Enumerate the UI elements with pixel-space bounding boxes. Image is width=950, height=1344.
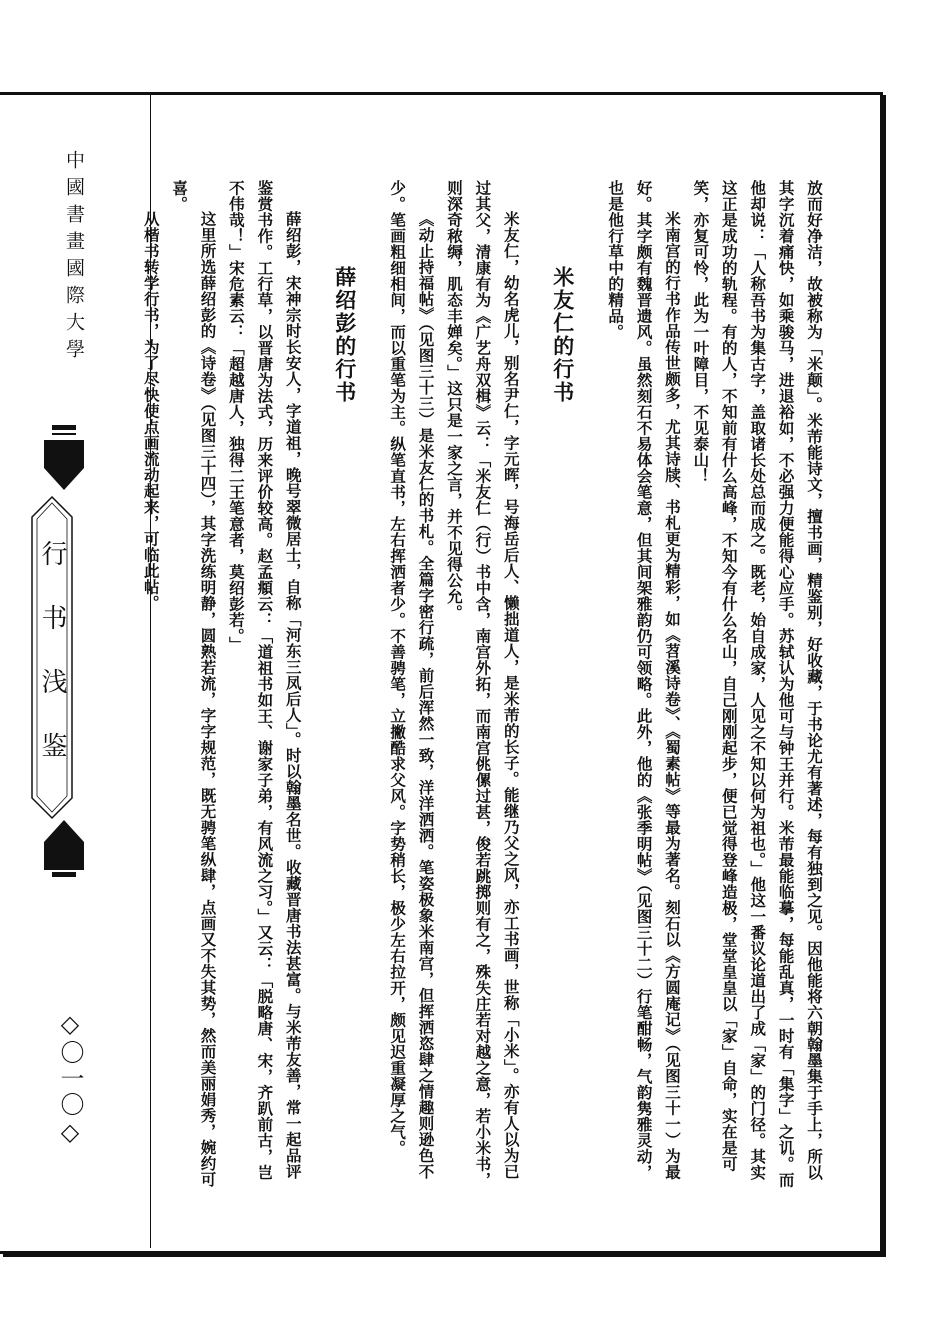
paragraph: 放而好净洁，故被称为「米颠」。米芾能诗文，擅书画，精鉴别，好收藏，于书论尤有著述，每有独到之见。因他能将六朝翰墨集于手上，所以其字沉着痛快，如乘骏马，进退裕如，不必强力便能得心应手。苏轼认为他可与钟王并行。米芾最能临摹，每能乱真，一时有「集字」之讥。而他却说：「人称吾书为集古字，盖取诸长处总而成之。既老，始自成家，人见之不知以何为祖也。」他这一番议论道出了成「家」的门径。其实这正是成功的轨程。有的人，不知前有什么高峰，不知今有什么名山，自己刚刚起步，便已觉得登峰造极，堂堂皇皇以「家」自命，实在是可笑，亦复可怜，此为一叶障目，不见泰山！ bbox=[691, 180, 823, 1188]
ornament-bar-top-thin bbox=[52, 433, 76, 435]
ornament-bar-bottom bbox=[52, 872, 76, 877]
paragraph: 这里所选薛绍彭的《诗卷》（见图三十四），其字洗练明静，圆熟若流，字字规范，既无骋笔纵肆，点画又不失其势，然而美丽娟秀，婉约可喜。 bbox=[170, 180, 217, 1188]
body-text bbox=[141, 180, 828, 1190]
section-heading: 薛绍彭的行书 bbox=[332, 266, 357, 404]
chapter-title: 行书浅鉴 bbox=[37, 540, 67, 796]
page-number: ◇〇一〇◇ bbox=[56, 1010, 84, 1148]
book-title: 中國書畫國際大學 bbox=[63, 150, 85, 366]
chevron-ornament-top-icon bbox=[24, 440, 104, 500]
ornament-bar-bottom-thin bbox=[52, 866, 76, 868]
paragraph: 《动止持福帖》（见图三十三）是米友仁的书札。全篇字密行疏，前后浑然一致，洋洋洒洒。笔姿极象米南宫，但挥洒恣肆之情趣则逊色不少。笔画粗细相间，而以重笔为主。纵笔直书，左右挥洒者少。不善骋笔，立撇酷求父风。字势稍长，极少左右拉开，颇见迟重凝厚之气。 bbox=[388, 180, 435, 1180]
paragraph: 米南宫的行书作品传世颇多，尤其诗牍、书札更为精彩，如《苕溪诗卷》、《蜀素帖》等最为著名。刻石以《方圆庵记》（见图三十一）为最好。其字颇有魏晋遗风。虽然刻石不易体会笔意，但其间架雅韵仍可领略。此外，他的《张季明帖》（见图三十二）行笔酣畅，气韵隽雅灵动，也是他行草中的精品。 bbox=[606, 180, 681, 1181]
ornament-bar-top bbox=[52, 425, 76, 430]
chevron-ornament-bottom-icon bbox=[24, 810, 104, 870]
section-heading: 米友仁的行书 bbox=[550, 266, 575, 404]
paragraph: 薛绍彭，宋神宗时长安人，字道祖，晚号翠微居士，自称「河东三凤后人」。时以翰墨名世。收藏晋唐书法甚富。与米芾友善，常一起品评鉴赏书作。工行草，以晋唐为法式，历来评价较高。赵孟頫云：「道祖书如王、谢家子弟，有风流之习。」又云：「脱略唐、宋，齐趴前古，岂不伟哉！」宋危素云：「超越唐人，独得二王笔意者，莫绍彭若。」 bbox=[226, 180, 302, 1181]
paragraph: 从楷书转学行书，为了尽快使点画流动起来，可临此帖。 bbox=[141, 211, 160, 611]
paragraph: 米友仁，幼名虎儿，别名尹仁，字元晖，号海岳后人、懒拙道人，是米芾的长子。能继乃父之风，亦工书画，世称「小米」。亦有人以为已过其父，清康有为《广艺舟双楫》云：「米友仁（行）书中含，南宫外拓，而南宫佻傫过甚，俊若跳掷则有之，殊失庄若对越之意，若小米书，则深奇秾缛，肌态丰婵矣。」这只是一家之言，并不见得公允。 bbox=[444, 180, 520, 1188]
